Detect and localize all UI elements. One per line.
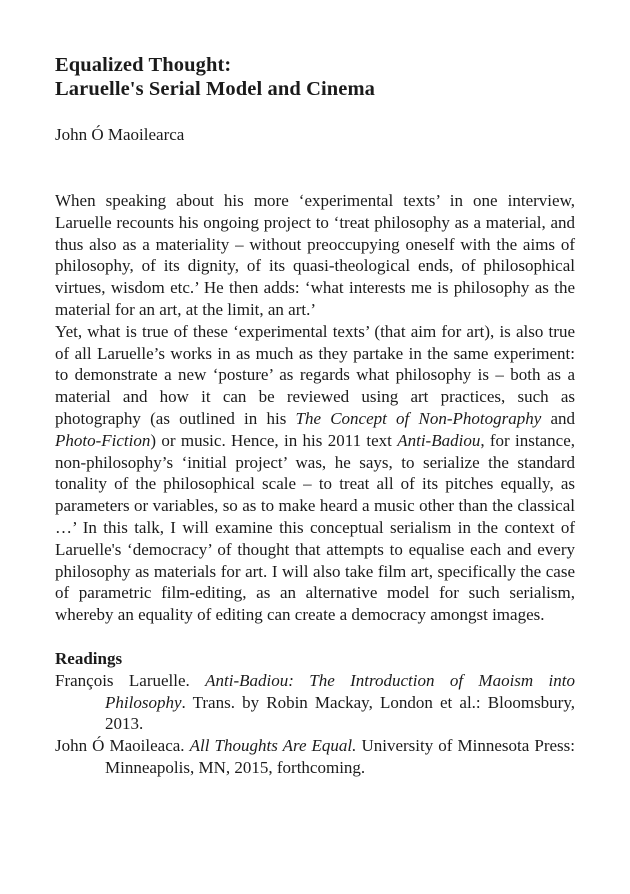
document-title xyxy=(55,53,575,101)
title-line-1: Equalized Thought: xyxy=(55,54,232,76)
title-line-2: Laruelle's Serial Model and Cinema xyxy=(55,78,375,100)
reading-entry-2: John Ó Maoileaca. All Thoughts Are Equal. University of Minnesota Press: Minneapolis, MN, 2015, forthcoming. xyxy=(55,736,575,777)
readings-heading: Readings xyxy=(55,648,123,668)
abstract-paragraph-2: Yet, what is true of these ‘experimental texts’ (that aim for art), is also true of all Laruelle’s works in as much as they partake in the same experiment: to demonstrate a new ‘posture’ as regards what philosophy is – both as a material and how it can be reviewed using art practices, such as photography (as outlined in his The Concept of Non-Photography and Photo-Fiction) or music. Hence, in his 2011 text Anti-Badiou, for instance, non-philosophy’s ‘initial project’ was, he says, to serialize the standard tonality of the philosophical scale – to treat all of its pitches equally, as parameters or variables, so as to make heard a music other than the classical …’ In this talk, I will examine this conceptual serialism in the context of Laruelle's ‘democracy’ of thought that attempts to equalise each and every philosophy as materials for art. I will also take film art, specifically the case of parametric film-editing, as an alternative model for such serialism, whereby an equality of editing can create a democracy amongst images. xyxy=(55,321,575,625)
readings-section xyxy=(55,648,575,779)
author-name: John Ó Maoilearca xyxy=(55,125,185,144)
abstract-paragraph-1: When speaking about his more ‘experimental texts’ in one interview, Laruelle recounts his ongoing project to ‘treat philosophy as a material, and thus also as a materiality – without preoccupying oneself with the aims of philosophy, of its dignity, of its quasi-theological ends, of philosophical virtues, wisdom etc.’ He then adds: ‘what interests me is philosophy as the material for an art, at the limit, an art.’ xyxy=(55,191,575,319)
reading-entry-1: François Laruelle. Anti-Badiou: The Introduction of Maoism into Philosophy. Trans. by Robin Mackay, London et al.: Bloomsbury, 2013. xyxy=(55,670,575,734)
abstract-body xyxy=(55,190,575,626)
